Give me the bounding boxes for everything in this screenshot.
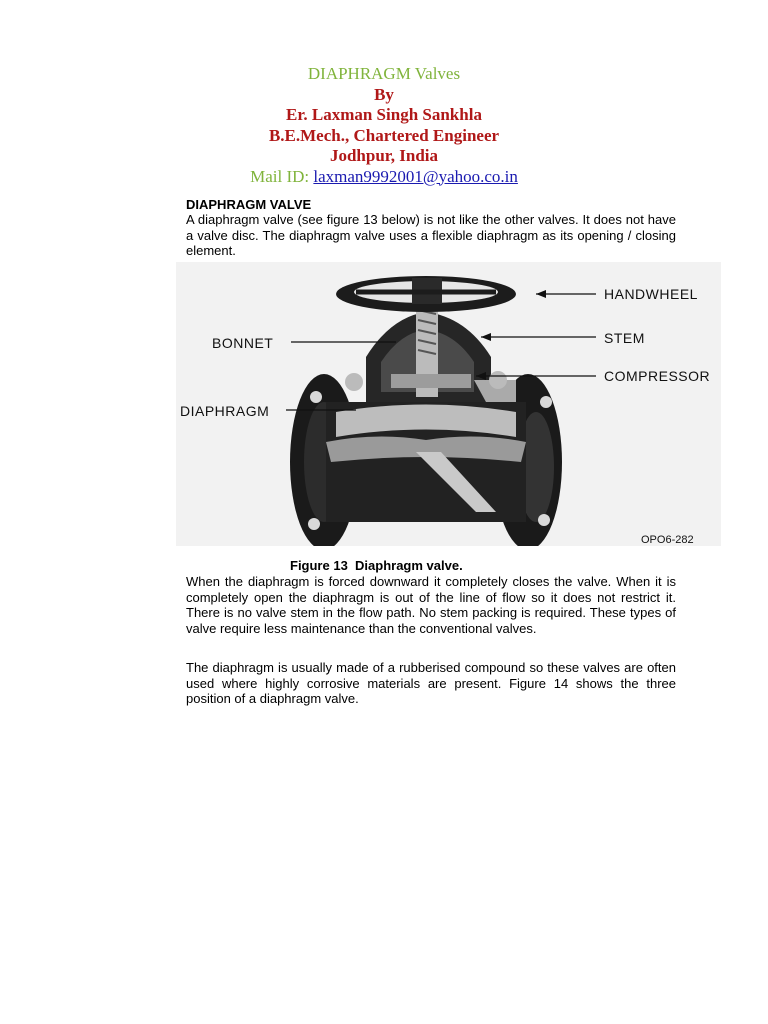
mail-line <box>0 167 768 188</box>
author-qualification: B.E.Mech., Chartered Engineer <box>268 125 500 145</box>
body-paragraph-2: The diaphragm is usually made of a rubberised compound so these valves are often used where highly corrosive materials are present. Figure 14 shows the three position of a diaphragm valve. <box>186 660 676 706</box>
figure-caption: Figure 13 Diaphragm valve. <box>290 558 463 573</box>
mail-label: Mail ID: <box>250 166 310 186</box>
by-line: By <box>374 84 394 104</box>
figure-code: OPO6-282 <box>641 534 694 546</box>
mail-link[interactable]: laxman9992001@yahoo.co.in <box>313 166 518 186</box>
label-bonnet: BONNET <box>212 335 274 351</box>
author-name: Er. Laxman Singh Sankhla <box>286 105 482 124</box>
intro-paragraph: A diaphragm valve (see figure 13 below) is not like the other valves. It does not have a valve disc. The diaphragm valve uses a flexible diaphragm as its opening / closing element. <box>186 212 676 258</box>
label-handwheel: HANDWHEEL <box>604 286 698 302</box>
author-location: Jodhpur, India <box>329 146 439 165</box>
diaphragm-valve-figure <box>176 262 721 546</box>
document-title: DIAPHRAGM Valves <box>307 64 461 83</box>
label-diaphragm: DIAPHRAGM <box>180 403 270 419</box>
label-stem: STEM <box>604 330 645 346</box>
label-compressor: COMPRESSOR <box>604 368 711 384</box>
body-paragraph-1: When the diaphragm is forced downward it completely closes the valve. When it is completely open the diaphragm is out of the line of flow so it does not restrict it. There is no valve stem in the flow path. No stem packing is required. These types of valve require less maintenance than the conventional valves. <box>186 574 676 636</box>
document-header <box>0 64 768 187</box>
section-title: DIAPHRAGM VALVE <box>186 197 312 212</box>
